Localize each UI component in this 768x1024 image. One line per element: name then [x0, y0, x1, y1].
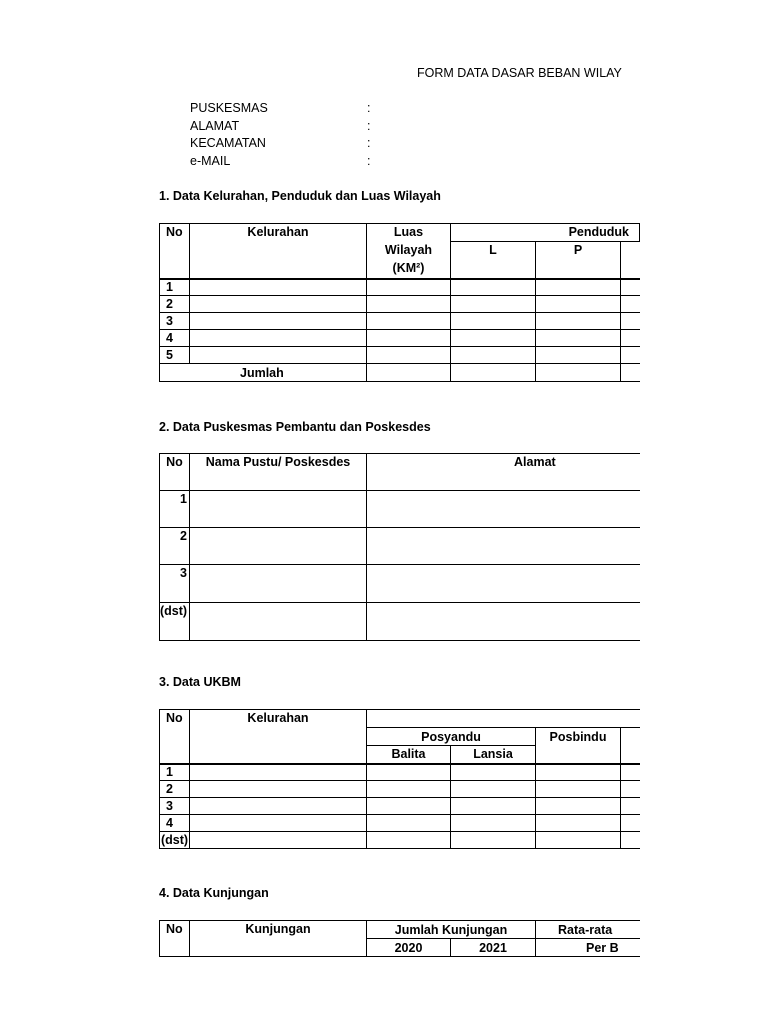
identity-label-kecamatan: KECAMATAN [190, 136, 266, 150]
identity-label-email: e-MAIL [190, 154, 231, 168]
col-balita-header: Balita [367, 746, 451, 764]
table-row-no: 1 [160, 279, 190, 296]
table-row-no: 3 [160, 565, 190, 603]
identity-sep: : [367, 101, 371, 115]
col-kelurahan-header: Kelurahan [190, 224, 367, 279]
section4-table [159, 920, 640, 957]
identity-sep: : [367, 154, 371, 168]
col-no-header: No [160, 921, 190, 957]
table-row-no: 1 [160, 491, 190, 528]
table-row-no: 5 [160, 347, 190, 364]
col-nama-header: Nama Pustu/ Poskesdes [190, 454, 367, 491]
col-kunjungan-header: Kunjungan [190, 921, 367, 957]
col-rata-rata-header: Rata-rata [536, 921, 640, 939]
col-no-header: No [160, 454, 190, 491]
table-row-no: 3 [160, 313, 190, 330]
table-row-no: 3 [160, 798, 190, 815]
col-luas-header-2: Wilayah [367, 242, 451, 260]
table-row-no: 2 [160, 528, 190, 565]
table-row-no: 2 [160, 781, 190, 798]
table-row-no: 4 [160, 815, 190, 832]
form-title: FORM DATA DASAR BEBAN WILAY [417, 66, 622, 80]
table-row-no: (dst) [160, 603, 190, 641]
col-no-header: No [160, 224, 190, 279]
col-lansia-header: Lansia [451, 746, 536, 764]
col-year-2021: 2021 [451, 939, 536, 957]
table-row-no: 2 [160, 296, 190, 313]
identity-label-alamat: ALAMAT [190, 119, 240, 133]
section2-title: 2. Data Puskesmas Pembantu dan Poskesdes [159, 420, 431, 434]
col-kelurahan-header: Kelurahan [190, 710, 367, 764]
identity-sep: : [367, 119, 371, 133]
col-posbindu-header: Posbindu [536, 728, 621, 764]
section3-table [159, 709, 640, 849]
col-year-2020: 2020 [367, 939, 451, 957]
table-row-no: 4 [160, 330, 190, 347]
total-row-label: Jumlah [160, 364, 367, 382]
section1-title: 1. Data Kelurahan, Penduduk dan Luas Wilayah [159, 189, 441, 203]
section4-title: 4. Data Kunjungan [159, 886, 269, 900]
col-no-header: No [160, 710, 190, 764]
col-l-header: L [451, 242, 536, 279]
col-p-header: P [536, 242, 621, 279]
col-luas-header-3: (KM²) [367, 260, 451, 279]
identity-label-puskesmas: PUSKESMAS [190, 101, 268, 115]
section2-table [159, 453, 640, 641]
col-posyandu-header: Posyandu [367, 728, 536, 746]
col-jumlah-kunjungan-header: Jumlah Kunjungan [367, 921, 536, 939]
table-row-no: 1 [160, 764, 190, 781]
col-luas-header: Luas [367, 224, 451, 242]
col-alamat-header: Alamat [367, 454, 640, 491]
section3-title: 3. Data UKBM [159, 675, 241, 689]
col-penduduk-header: Penduduk [451, 224, 640, 242]
identity-sep: : [367, 136, 371, 150]
col-per-header: Per B [536, 939, 640, 957]
table-row-no: (dst) [161, 833, 189, 847]
section1-table [159, 223, 640, 382]
